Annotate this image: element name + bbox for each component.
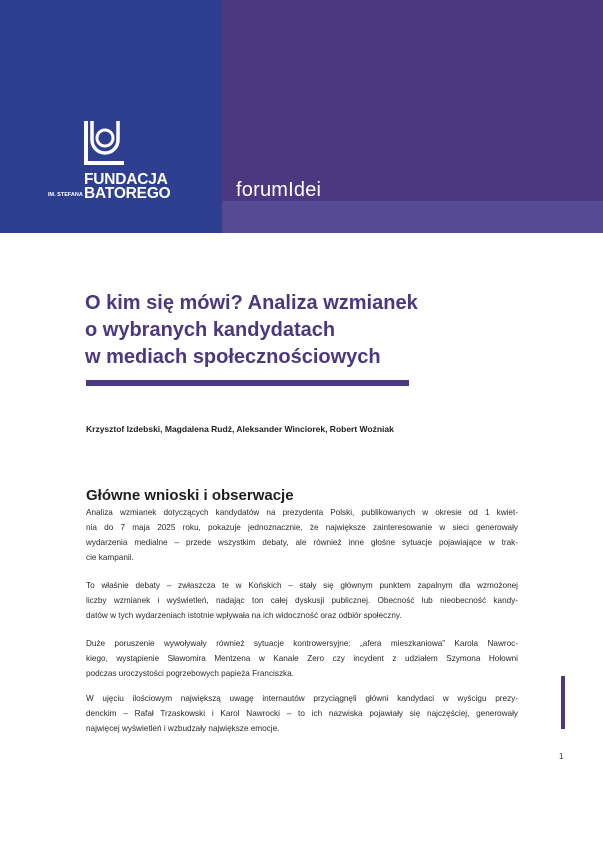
section-heading: Główne wnioski i obserwacje	[86, 487, 294, 504]
series-name: forumIdei	[236, 179, 322, 201]
paragraph	[86, 691, 518, 736]
title-line: w mediach społecznościowych	[85, 346, 381, 368]
authors: Krzysztof Izdebski, Magdalena Rudź, Aleksander Winciorek, Robert Woźniak	[86, 424, 394, 434]
title-line: o wybranych kandydatach	[85, 319, 336, 341]
paragraph-line: Duże poruszenie wywoływały również sytuacje kontrowersyjne: „afera mieszkaniowa” Karola Nawroc-	[86, 639, 518, 648]
paragraph-line: podczas uroczystości pogrzebowych papieża Franciszka.	[86, 669, 294, 678]
paragraph-line: cie kampanii.	[86, 553, 134, 562]
paragraph-line: To właśnie debaty – zwłaszcza te w Końskich – stały się głównym punktem zapalnym dla wzmożonej	[86, 581, 518, 590]
paragraph-line: nia do 7 maja 2025 roku, pokazuje jednoznacznie, że największe zainteresowanie w sieci generowały	[86, 523, 518, 532]
paragraph-line: datów w tych wydarzeniach istotnie wpływała na ich widoczność oraz odbiór społeczny.	[86, 611, 402, 620]
paragraph-line: wydarzenia medialne – przede wszystkim debaty, ale również inne głośne sytuacje pojawiające w trak-	[86, 538, 518, 547]
title-line: O kim się mówi? Analiza wzmianek	[85, 292, 418, 314]
logo-line-fundacja: FUNDACJA	[84, 171, 168, 188]
logo-line-batorego: BATOREGO	[84, 185, 171, 202]
paragraph	[86, 578, 518, 623]
header-band	[222, 201, 603, 233]
paragraph	[86, 636, 518, 681]
document-title	[85, 290, 505, 371]
paragraph-line: Analiza wzmianek dotyczących kandydatów na prezydenta Polski, publikowanych w okresie od 1 kwiet-	[86, 508, 518, 517]
page-number: 1	[559, 752, 564, 761]
paragraph-line: kiego, wystąpienie Sławomira Mentzena w Kanale Zero czy incydent z udziałem Szymona Hołowni	[86, 654, 518, 663]
title-underline	[86, 380, 409, 386]
logo-line-im-stefana: IM. STEFANA	[48, 192, 83, 198]
paragraph-line: W ujęciu ilościowym największą uwagę internautów przyciągnęli główni kandydaci w wyścigu prezy-	[86, 694, 518, 703]
paragraph	[86, 505, 518, 565]
paragraph-line: najwięcej wyświetleń i wzbudzały największe emocje.	[86, 724, 280, 733]
paragraph-line: denckim – Rafał Trzaskowski i Karol Nawrocki – to ich nazwiska pojawiały się najczęściej, generowały	[86, 709, 518, 718]
margin-accent-bar	[561, 676, 565, 729]
foundation-logo-icon	[80, 118, 130, 166]
paragraph-line: liczby wzmianek i wyświetleń, nadając ton całej dyskusji publicznej. Obecność lub nieobecność kandy-	[86, 596, 518, 605]
